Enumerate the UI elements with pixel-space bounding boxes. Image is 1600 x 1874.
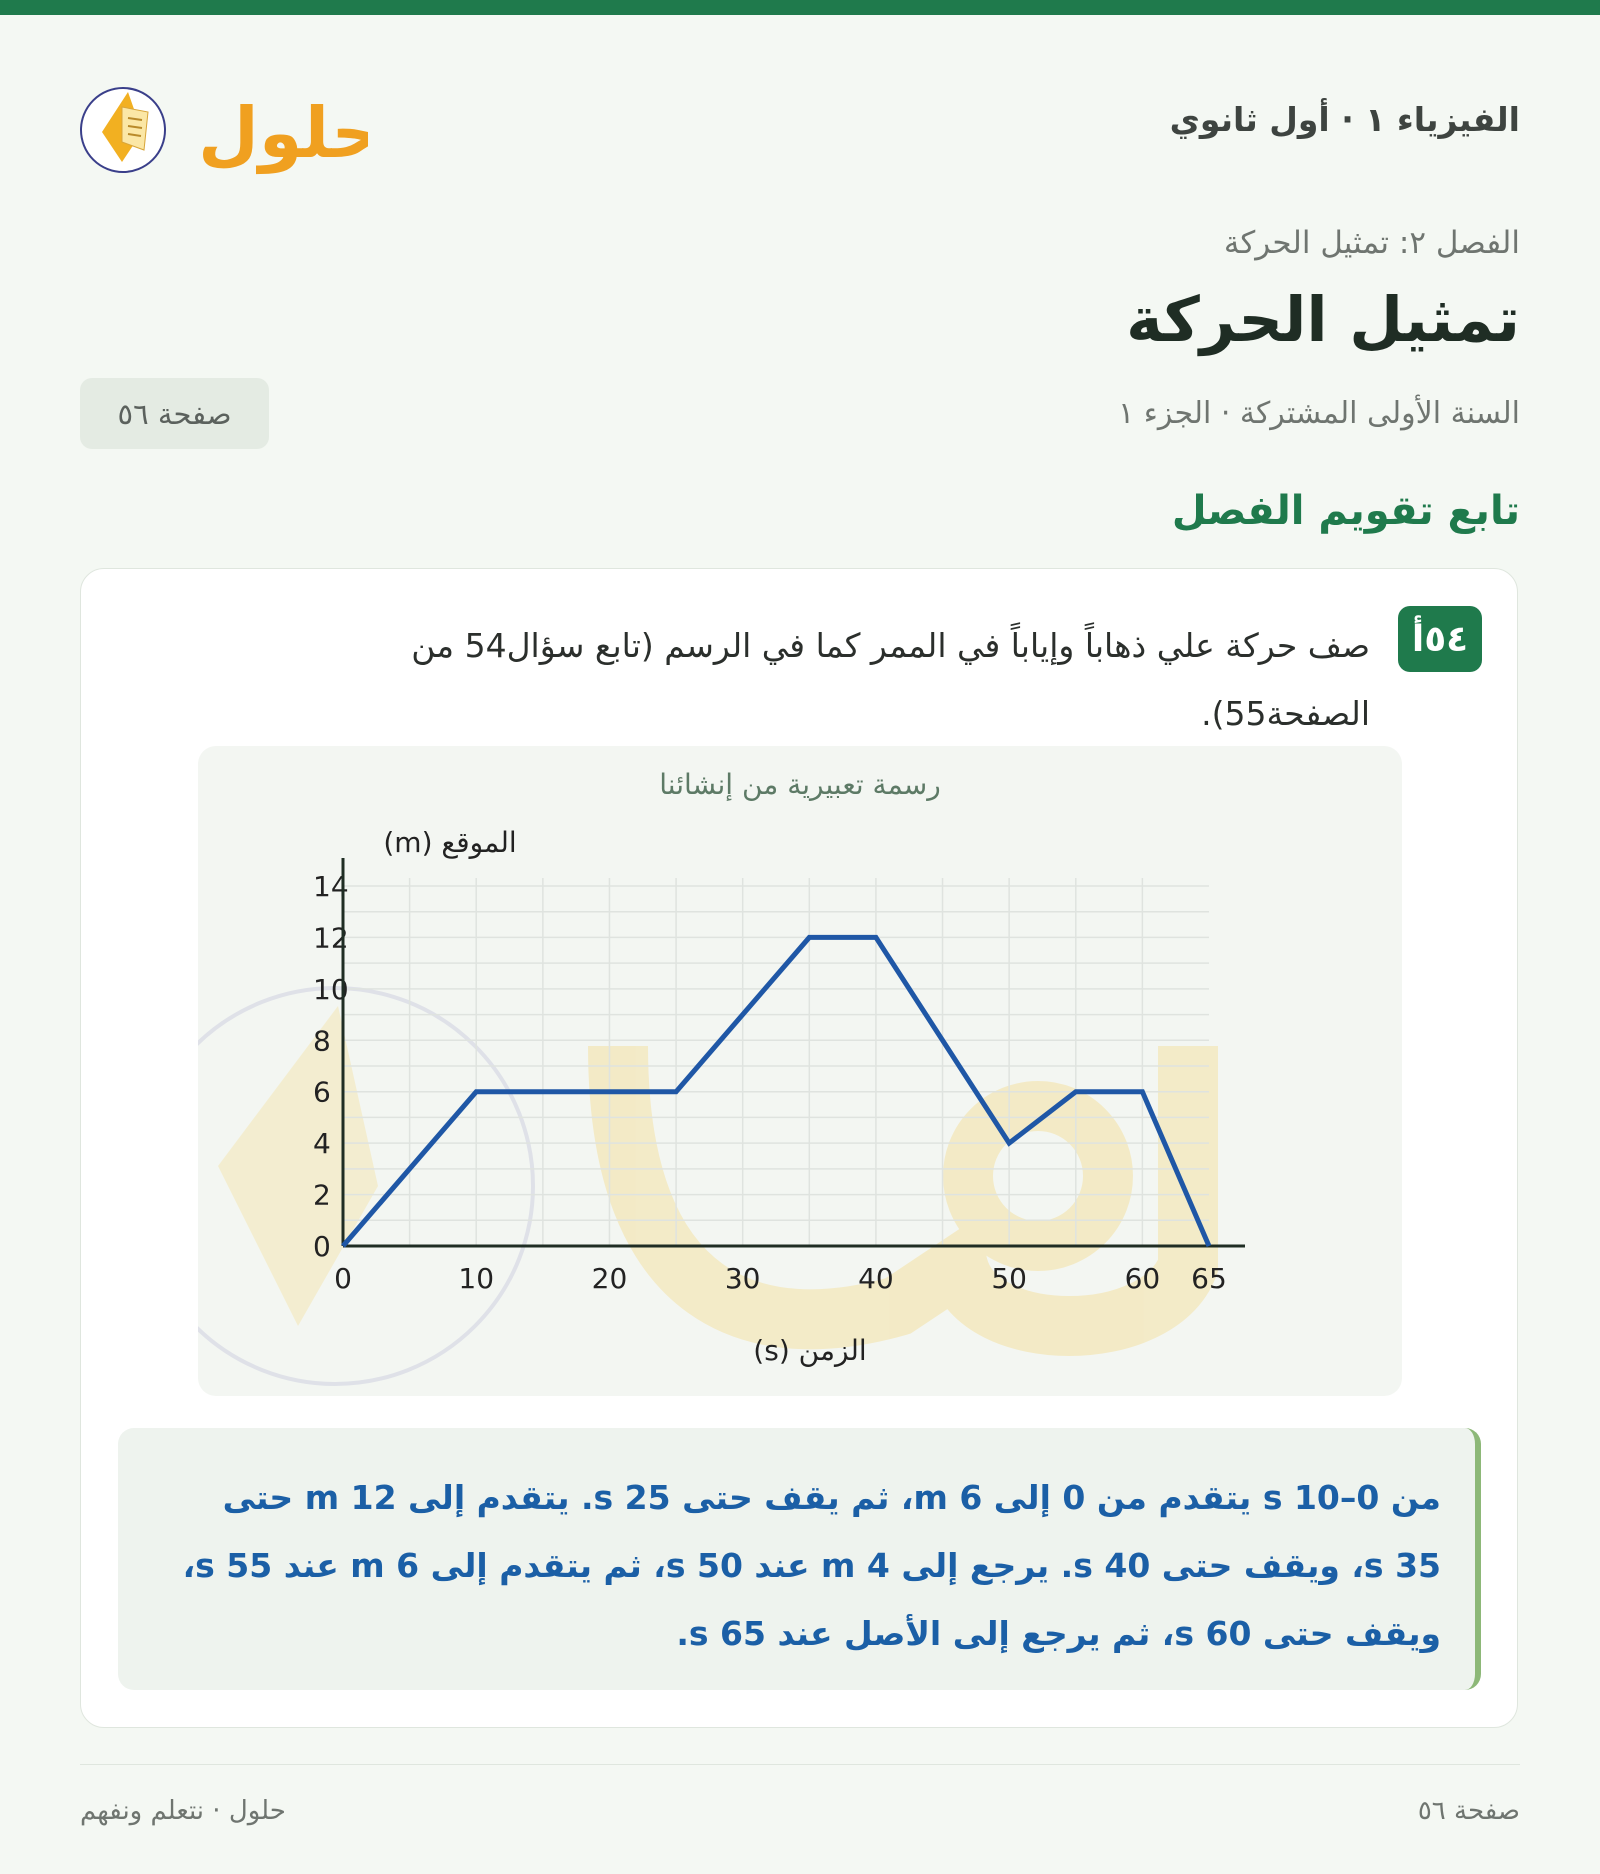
question-text: صف حركة علي ذهاباً وإياباً في الممر كما في الرسم (تابع سؤال54 من الصفحة55). xyxy=(411,626,1370,733)
top-accent-bar xyxy=(0,0,1600,15)
footer-brand: حلول · نتعلم ونفهم xyxy=(80,1796,286,1826)
page-number-chip: صفحة ٥٦ xyxy=(80,378,269,449)
y-axis-label: الموقع (m) xyxy=(383,826,517,859)
y-tick-label: 8 xyxy=(313,1024,331,1058)
x-tick-label: 30 xyxy=(724,1262,761,1295)
y-tick-label: 2 xyxy=(313,1178,331,1212)
position-time-chart xyxy=(198,746,1402,1396)
answer-box xyxy=(118,1428,1481,1690)
watermark-logo xyxy=(198,988,1188,1384)
motion-graph-figure xyxy=(198,746,1402,1396)
y-tick-label: 10 xyxy=(313,972,349,1006)
x-tick-label: 0 xyxy=(334,1262,352,1295)
section-title: تابع تقويم الفصل xyxy=(1171,488,1520,534)
x-tick-label: 60 xyxy=(1124,1262,1161,1295)
x-tick-label: 20 xyxy=(591,1262,628,1295)
y-tick-label: 12 xyxy=(313,921,349,955)
y-tick-label: 14 xyxy=(313,870,349,903)
x-tick-label: 50 xyxy=(991,1262,1027,1295)
x-tick-label: 10 xyxy=(458,1262,495,1295)
footer-page-number: صفحة ٥٦ xyxy=(1417,1796,1520,1826)
subject-title: الفيزياء ١ · أول ثانوي xyxy=(1169,100,1520,139)
page-title: تمثيل الحركة xyxy=(1126,283,1520,356)
y-tick-label: 0 xyxy=(313,1230,331,1263)
x-axis-label: الزمن (s) xyxy=(753,1334,867,1367)
x-tick-label: 40 xyxy=(858,1262,894,1295)
svg-text:حلول: حلول xyxy=(198,92,368,174)
footer-divider xyxy=(80,1764,1520,1765)
answer-text: من 0–10 s يتقدم من 0 إلى 6 m، ثم يقف حتى 25 s. يتقدم إلى 12 m حتى 35 s، ويقف حتى 40 s. يرجع إلى 4 m عند 50 s، ثم يتقدم إلى 6 m عند 55 s، ويقف حتى 60 s، ثم يرجع إلى الأصل عند 65 s. xyxy=(182,1478,1441,1653)
question-number-badge: ٥٤أ xyxy=(1398,606,1482,672)
figure-caption: رسمة تعبيرية من إنشائنا xyxy=(659,768,941,801)
hulul-logo[interactable] xyxy=(78,62,368,182)
chapter-label: الفصل ٢: تمثيل الحركة xyxy=(1223,225,1520,261)
x-tick-label: 65 xyxy=(1191,1262,1227,1295)
lesson-meta: السنة الأولى المشتركة · الجزء ١ xyxy=(1118,396,1520,431)
y-tick-label: 4 xyxy=(313,1127,331,1161)
y-tick-label: 6 xyxy=(313,1075,331,1109)
